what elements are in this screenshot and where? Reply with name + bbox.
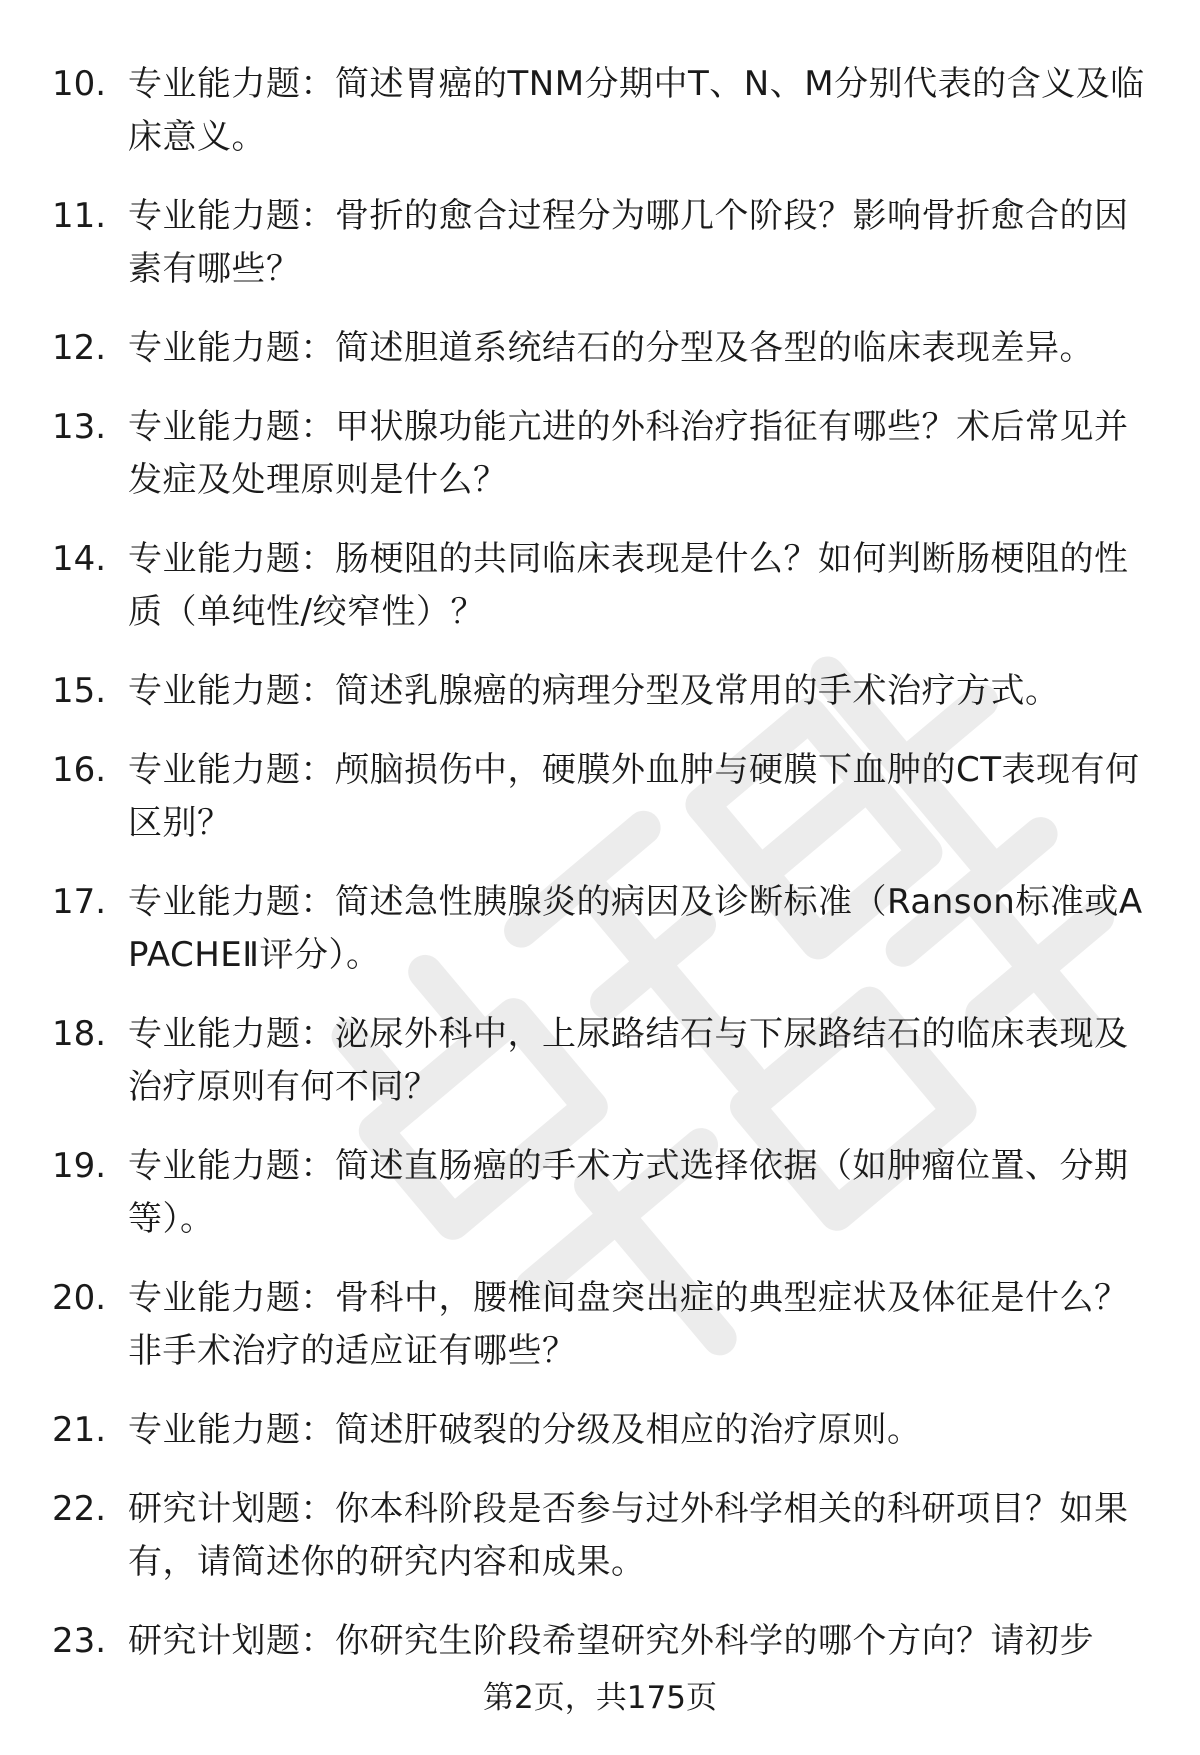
question-number: 11.: [52, 196, 107, 236]
question-text: 专业能力题：甲状腺功能亢进的外科治疗指征有哪些？术后常见并发症及处理原则是什么？: [128, 407, 1129, 500]
question-item: [52, 1272, 1162, 1378]
question-item: [52, 58, 1162, 164]
question-number: 23.: [52, 1621, 107, 1661]
question-number: 17.: [52, 882, 107, 922]
question-number: 15.: [52, 671, 107, 711]
question-text: 研究计划题：你研究生阶段希望研究外科学的哪个方向？请初步: [128, 1621, 1094, 1661]
question-number: 20.: [52, 1278, 107, 1318]
question-item: [52, 190, 1162, 296]
question-item: [52, 744, 1162, 850]
question-item: [52, 401, 1162, 507]
question-item: [52, 665, 1162, 718]
question-item: [52, 1615, 1162, 1668]
question-item: [52, 1140, 1162, 1246]
question-text: 专业能力题：骨折的愈合过程分为哪几个阶段？影响骨折愈合的因素有哪些？: [128, 196, 1129, 289]
question-text: 专业能力题：简述急性胰腺炎的病因及诊断标准（Ranson标准或APACHEⅡ评分）。: [128, 882, 1143, 975]
question-item: [52, 322, 1162, 375]
question-text: 专业能力题：肠梗阻的共同临床表现是什么？如何判断肠梗阻的性质（单纯性/绞窄性）？: [128, 539, 1129, 632]
question-number: 19.: [52, 1146, 107, 1186]
question-number: 21.: [52, 1410, 107, 1450]
question-item: [52, 1008, 1162, 1114]
question-text: 专业能力题：简述乳腺癌的病理分型及常用的手术治疗方式。: [128, 671, 1060, 711]
question-number: 18.: [52, 1014, 107, 1054]
question-text: 专业能力题：简述胆道系统结石的分型及各型的临床表现差异。: [128, 328, 1094, 368]
question-item: [52, 533, 1162, 639]
question-item: [52, 876, 1162, 982]
question-item: [52, 1483, 1162, 1589]
question-text: 专业能力题：简述胃癌的TNM分期中T、N、M分别代表的含义及临床意义。: [128, 64, 1145, 157]
page-footer: 第2页，共175页: [483, 1680, 717, 1716]
question-number: 13.: [52, 407, 107, 447]
question-item: [52, 1404, 1162, 1457]
question-number: 22.: [52, 1489, 107, 1529]
question-text: 专业能力题：骨科中，腰椎间盘突出症的典型症状及体征是什么？非手术治疗的适应证有哪些？: [128, 1278, 1129, 1371]
question-list: [52, 58, 1162, 1694]
question-number: 16.: [52, 750, 107, 790]
question-text: 专业能力题：简述肝破裂的分级及相应的治疗原则。: [128, 1410, 922, 1450]
question-text: 专业能力题：颅脑损伤中，硬膜外血肿与硬膜下血肿的CT表现有何区别？: [128, 750, 1140, 843]
question-text: 专业能力题：泌尿外科中，上尿路结石与下尿路结石的临床表现及治疗原则有何不同？: [128, 1014, 1129, 1107]
question-text: 专业能力题：简述直肠癌的手术方式选择依据（如肿瘤位置、分期等）。: [128, 1146, 1129, 1239]
question-number: 14.: [52, 539, 107, 579]
question-text: 研究计划题：你本科阶段是否参与过外科学相关的科研项目？如果有，请简述你的研究内容和成果。: [128, 1489, 1129, 1582]
question-number: 12.: [52, 328, 107, 368]
question-number: 10.: [52, 64, 107, 104]
